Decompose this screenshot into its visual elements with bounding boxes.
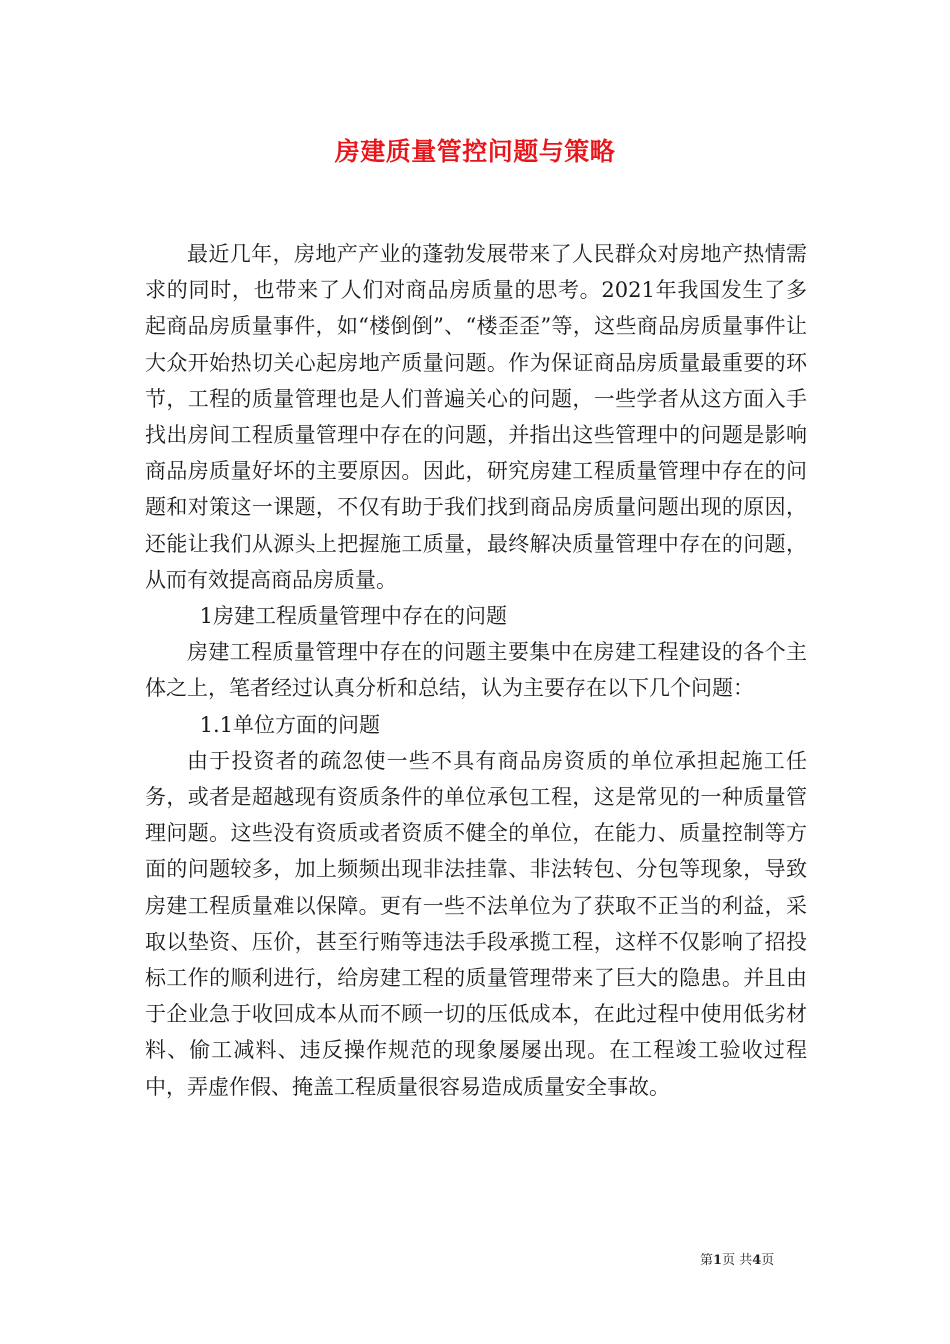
footer-suffix: 页	[761, 1253, 775, 1268]
subsection-heading-1-1: 1.1单位方面的问题	[199, 712, 380, 737]
paragraph-section-1: 房建工程质量管理中存在的问题主要集中在房建工程建设的各个主体之上，笔者经过认真分析和总结，认为主要存在以下几个问题：	[145, 640, 807, 701]
document-body	[145, 236, 807, 1105]
footer-total-pages: 4	[752, 1253, 762, 1268]
document-title: 房建质量管控问题与策略	[334, 137, 616, 166]
section-heading-1: 1房建工程质量管理中存在的问题	[199, 604, 507, 629]
footer-current-page: 1	[713, 1253, 723, 1268]
footer-middle: 页 共	[722, 1253, 753, 1268]
page-number-footer	[700, 1249, 840, 1268]
paragraph-intro: 最近几年，房地产产业的蓬勃发展带来了人民群众对房地产热情需求的同时，也带来了人们对商品房质量的思考。2021年我国发生了多起商品房质量事件，如“楼倒倒”、“楼歪歪”等，这些商品房质量事件让大众开始热切关心起房地产质量问题。作为保证商品房质量最重要的环节，工程的质量管理也是人们普遍关心的问题，一些学者从这方面入手找出房间工程质量管理中存在的问题，并指出这些管理中的问题是影响商品房质量好坏的主要原因。因此，研究房建工程质量管理中存在的问题和对策这一课题，不仅有助于我们找到商品房质量问题出现的原因，还能让我们从源头上把握施工质量，最终解决质量管理中存在的问题，从而有效提高商品房质量。	[145, 242, 807, 592]
footer-prefix: 第	[700, 1253, 714, 1268]
paragraph-subsection-1-1: 由于投资者的疏忽使一些不具有商品房资质的单位承担起施工任务，或者是超越现有资质条件的单位承包工程，这是常见的一种质量管理问题。这些没有资质或者资质不健全的单位，在能力、质量控制等方面的问题较多，加上频频出现非法挂靠、非法转包、分包等现象，导致房建工程质量难以保障。更有一些不法单位为了获取不正当的利益，采取以垫资、压价，甚至行贿等违法手段承揽工程，这样不仅影响了招投标工作的顺利进行，给房建工程的质量管理带来了巨大的隐患。并且由于企业急于收回成本从而不顾一切的压低成本，在此过程中使用低劣材料、偷工减料、违反操作规范的现象屡屡出现。在工程竣工验收过程中，弄虚作假、掩盖工程质量很容易造成质量安全事故。	[145, 748, 807, 1099]
